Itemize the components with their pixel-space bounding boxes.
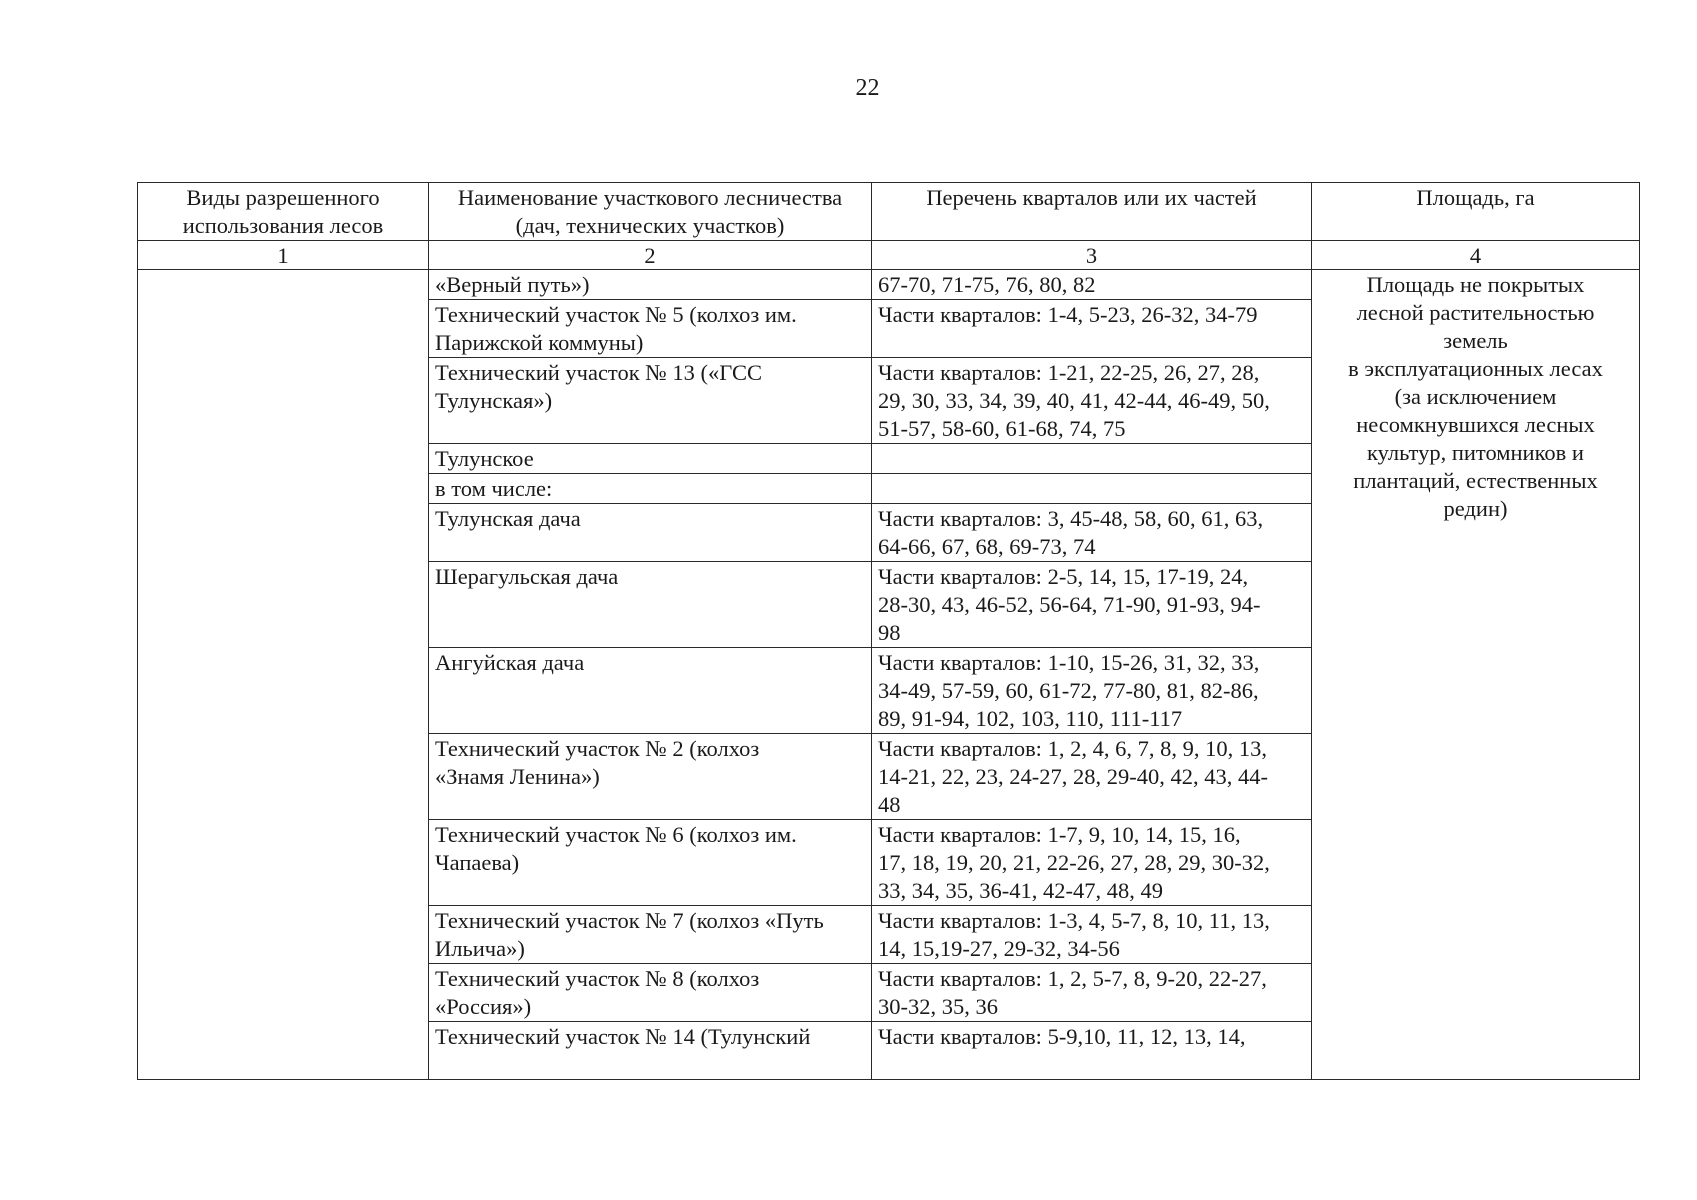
quarters-cell: Части кварталов: 1-3, 4, 5-7, 8, 10, 11, 13, 14, 15,19-27, 29-32, 34-56 — [872, 906, 1312, 964]
header-area: Площадь, га — [1312, 183, 1640, 241]
column-number-row — [138, 241, 1640, 270]
header-use-types: Виды разрешенного использования лесов — [138, 183, 429, 241]
quarters-cell: Части кварталов: 1-4, 5-23, 26-32, 34-79 — [872, 300, 1312, 358]
forestry-name-cell: Технический участок № 8 (колхоз «Россия») — [429, 964, 872, 1022]
quarters-cell: Части кварталов: 1, 2, 4, 6, 7, 8, 9, 10, 13, 14-21, 22, 23, 24-27, 28, 29-40, 42, 43, 44- 48 — [872, 734, 1312, 820]
table-header-row — [138, 183, 1640, 241]
quarters-cell: Части кварталов: 2-5, 14, 15, 17-19, 24, 28-30, 43, 46-52, 56-64, 71-90, 91-93, 94- 98 — [872, 562, 1312, 648]
area-cell: Площадь не покрытых лесной растительностью земель в эксплуатационных лесах (за исключением несомкнувшихся лесных культур, питомников и плантаций, естественных редин) — [1312, 270, 1640, 1080]
forestry-name-cell: Шерагульская дача — [429, 562, 872, 648]
forestry-name-cell: Технический участок № 2 (колхоз «Знамя Ленина») — [429, 734, 872, 820]
forestry-name-cell: Технический участок № 5 (колхоз им. Парижской коммуны) — [429, 300, 872, 358]
forestry-name-cell: Технический участок № 13 («ГСС Тулунская») — [429, 358, 872, 444]
forestry-name-cell: Тулунская дача — [429, 504, 872, 562]
table-row — [138, 270, 1640, 300]
quarters-cell: Части кварталов: 5-9,10, 11, 12, 13, 14, — [872, 1022, 1312, 1080]
quarters-cell: Части кварталов: 1-21, 22-25, 26, 27, 28, 29, 30, 33, 34, 39, 40, 41, 42-44, 46-49, 50, 51-57, 58-60, 61-68, 74, 75 — [872, 358, 1312, 444]
use-type-cell — [138, 270, 429, 1080]
forestry-name-cell: Технический участок № 14 (Тулунский — [429, 1022, 872, 1080]
forest-quarters-table — [137, 182, 1640, 1080]
quarters-cell: Части кварталов: 1, 2, 5-7, 8, 9-20, 22-27, 30-32, 35, 36 — [872, 964, 1312, 1022]
quarters-cell: 67-70, 71-75, 76, 80, 82 — [872, 270, 1312, 300]
quarters-cell: Части кварталов: 3, 45-48, 58, 60, 61, 63, 64-66, 67, 68, 69-73, 74 — [872, 504, 1312, 562]
quarters-cell — [872, 474, 1312, 504]
forestry-name-cell: в том числе: — [429, 474, 872, 504]
column-number-1: 1 — [138, 241, 429, 270]
forestry-name-cell: Технический участок № 7 (колхоз «Путь Ильича») — [429, 906, 872, 964]
column-number-4: 4 — [1312, 241, 1640, 270]
quarters-cell — [872, 444, 1312, 474]
header-quarters-list: Перечень кварталов или их частей — [872, 183, 1312, 241]
column-number-2: 2 — [429, 241, 872, 270]
forestry-name-cell: Тулунское — [429, 444, 872, 474]
forestry-name-cell: Ангуйская дача — [429, 648, 872, 734]
page-number: 22 — [855, 75, 880, 101]
quarters-cell: Части кварталов: 1-7, 9, 10, 14, 15, 16, 17, 18, 19, 20, 21, 22-26, 27, 28, 29, 30-32, 33, 34, 35, 36-41, 42-47, 48, 49 — [872, 820, 1312, 906]
header-forestry-name: Наименование участкового лесничества (дач, технических участков) — [429, 183, 872, 241]
column-number-3: 3 — [872, 241, 1312, 270]
forestry-name-cell: «Верный путь») — [429, 270, 872, 300]
forestry-name-cell: Технический участок № 6 (колхоз им. Чапаева) — [429, 820, 872, 906]
quarters-cell: Части кварталов: 1-10, 15-26, 31, 32, 33, 34-49, 57-59, 60, 61-72, 77-80, 81, 82-86, 89, 91-94, 102, 103, 110, 111-117 — [872, 648, 1312, 734]
